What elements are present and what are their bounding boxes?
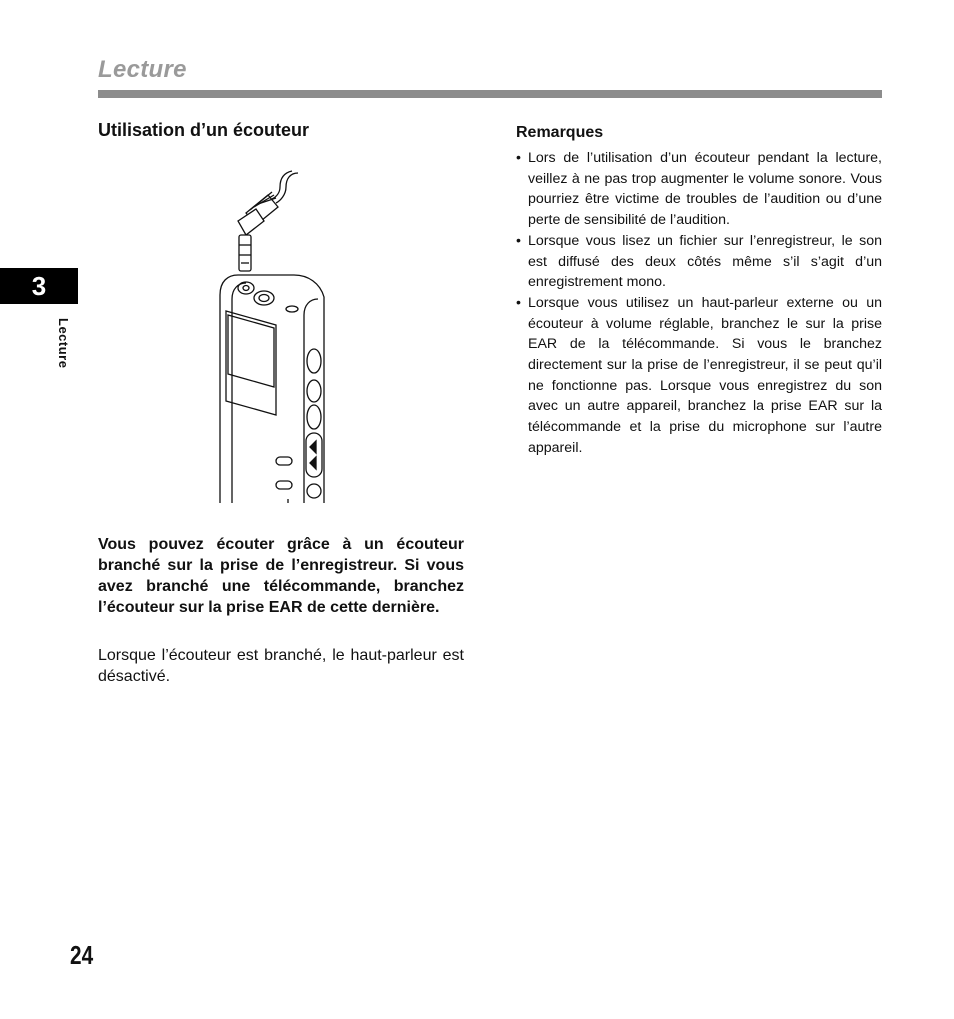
earphone-recorder-illustration [98, 165, 464, 505]
lead-paragraph: Vous pouvez écouter grâce à un écouteur branché sur la prise de l’enregistreur. Si vous avez branché une télécommande, branchez l’écouteur sur la prise EAR de cette dernière. [98, 536, 464, 616]
note-item: • Lors de l’utilisation d’un écouteur pendant la lecture, veillez à ne pas trop augmenter le volume sonore. Vous pourriez être victime de troubles de l’audition ou d’une perte de sensibilité de l’audition. [516, 148, 882, 231]
page-number: 24 [70, 940, 94, 970]
body-paragraph: Lorsque l’écouteur est branché, le haut-parleur est désactivé. [98, 647, 464, 685]
header-title: Lecture [98, 56, 187, 83]
notes-list [516, 148, 882, 459]
left-column [98, 120, 464, 141]
chapter-side-label: Lecture [56, 318, 71, 369]
recorder-with-earphone-icon [98, 165, 464, 505]
chapter-tab: 3 [0, 268, 78, 304]
section-title: Utilisation d’un écouteur [98, 120, 310, 140]
header-rule [98, 90, 882, 98]
note-item: • Lorsque vous utilisez un haut-parleur externe ou un écouteur à volume réglable, branchez le sur la prise EAR de la télécommande. Si vous le branchez directement sur la prise de l’enregistreur, il se peut qu’il ne fonctionne pas. Lorsque vous enregistrez du son avec un autre appareil, branchez la prise EAR sur la télécommande et la prise du microphone sur l’autre appareil. [516, 293, 882, 459]
notes-title: Remarques [516, 124, 604, 141]
notes-section [516, 124, 882, 459]
note-item: • Lorsque vous lisez un fichier sur l’enregistreur, le son est diffusé des deux côtés même s’il s’agit d’un enregistrement mono. [516, 231, 882, 293]
